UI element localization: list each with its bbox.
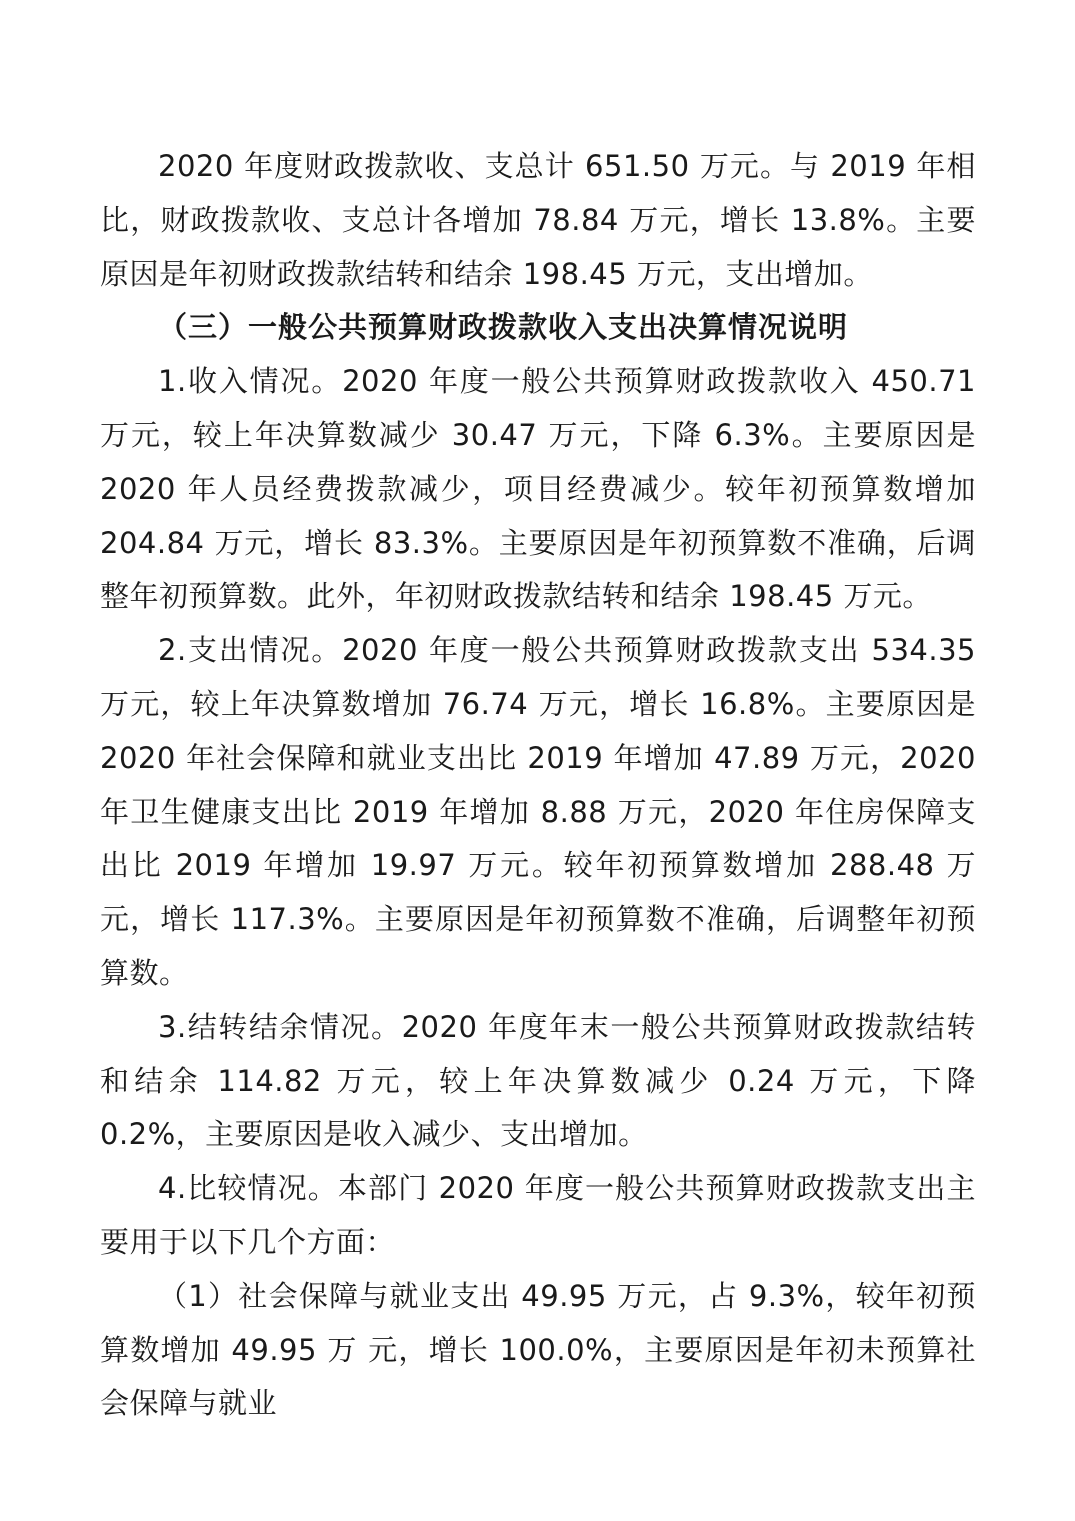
paragraph-expenditure: 2.支出情况。2020 年度一般公共预算财政拨款支出 534.35 万元，较上年决算数增加 76.74 万元，增长 16.8%。主要原因是 2020 年社会保障和就业支出比 2019 年增加 47.89 万元，2020 年卫生健康支出比 2019 年增加 8.88 万元，2020 年住房保障支出比 2019 年增加 19.97 万元。较年初预算数增加 288.48 万元，增长 117.3%。主要原因是年初预算数不准确，后调整年初预算数。 [100,633,976,990]
section-heading-general-budget: （三）一般公共预算财政拨款收入支出决算情况说明 [158,310,849,345]
paragraph-social-security: （1）社会保障与就业支出 49.95 万元，占 9.3%，较年初预算数增加 49.95 万 元，增长 100.0%，主要原因是年初未预算社会保障与就业 [100,1278,976,1421]
paragraph-comparison: 4.比较情况。本部门 2020 年度一般公共预算财政拨款支出主要用于以下几个方面： [100,1171,976,1259]
paragraph-carryover: 3.结转结余情况。2020 年度年末一般公共预算财政拨款结转和结余 114.82 万元，较上年决算数减少 0.24 万元，下降 0.2%，主要原因是收入减少、支出增加。 [100,1009,976,1152]
paragraph-income: 1.收入情况。2020 年度一般公共预算财政拨款收入 450.71 万元，较上年决算数减少 30.47 万元，下降 6.3%。主要原因是 2020 年人员经费拨款减少，项目经费减少。较年初预算数增加 204.84 万元，增长 83.3%。主要原因是年初预算数不准确，后调整年初预算数。此外，年初财政拨款结转和结余 198.45 万元。 [100,364,976,614]
document-body [100,140,976,1431]
paragraph-fiscal-total: 2020 年度财政拨款收、支总计 651.50 万元。与 2019 年相比，财政拨款收、支总计各增加 78.84 万元，增长 13.8%。主要原因是年初财政拨款结转和结余 198.45 万元，支出增加。 [100,149,976,291]
